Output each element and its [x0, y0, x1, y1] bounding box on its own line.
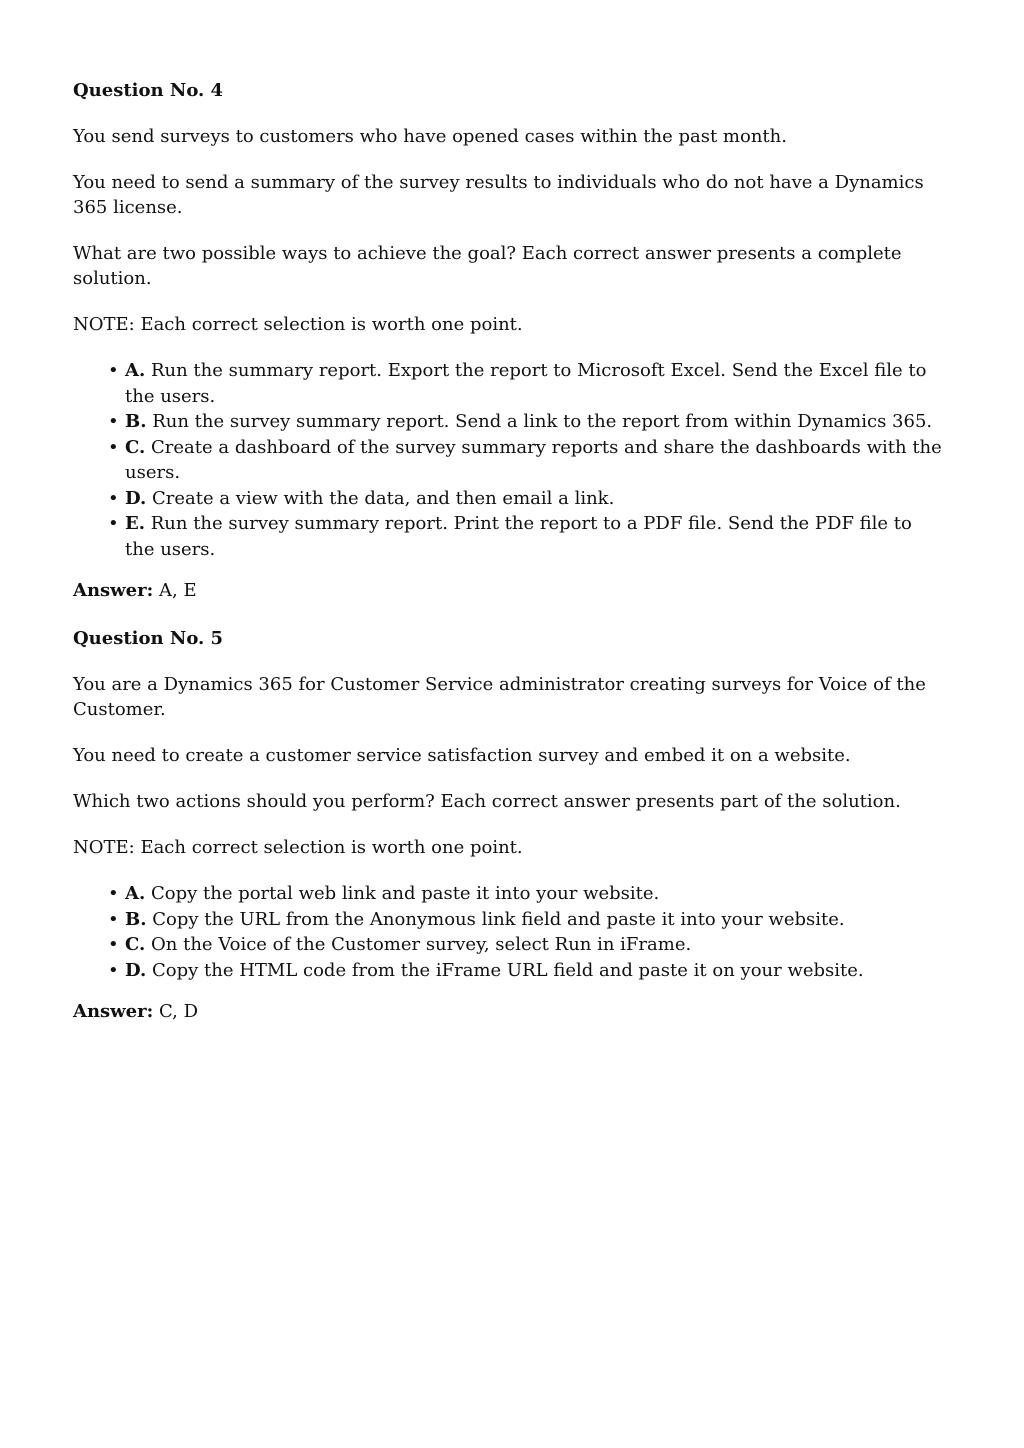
bullet-icon: • [108, 411, 119, 432]
option-letter: A. [125, 883, 146, 904]
question-4 [73, 78, 944, 603]
answer-line [73, 999, 944, 1024]
option-letter: C. [125, 436, 146, 458]
bullet-icon: • [108, 934, 119, 955]
answer-option-b [108, 907, 944, 933]
answer-label: Answer: [73, 1001, 154, 1022]
answer-value: C, D [159, 1001, 199, 1022]
bullet-icon: • [108, 360, 119, 381]
option-letter: C. [125, 934, 146, 955]
question-stem: You send surveys to customers who have opened cases within the past month. [73, 126, 787, 147]
option-text: Create a dashboard of the survey summary reports and share the dashboards with the users. [125, 436, 942, 483]
question-stem: You need to create a customer service satisfaction survey and embed it on a website. [73, 745, 851, 766]
answer-line [73, 578, 944, 603]
option-text: Copy the HTML code from the iFrame URL field and paste it on your website. [151, 959, 864, 981]
option-letter: B. [125, 411, 147, 432]
option-letter: D. [125, 959, 147, 981]
option-text: Run the survey summary report. Send a link to the report from within Dynamics 365. [152, 411, 933, 432]
bullet-icon: • [108, 436, 119, 458]
answer-option-d [108, 486, 944, 512]
option-letter: A. [125, 360, 146, 381]
option-text: Run the survey summary report. Print the report to a PDF file. Send the PDF file to the users. [125, 513, 912, 560]
answer-option-c [108, 435, 944, 486]
question-title: Question No. 5 [73, 628, 224, 649]
bullet-icon: • [108, 487, 119, 509]
bullet-icon: • [108, 959, 119, 981]
answer-option-e [108, 511, 944, 562]
question-stem: You need to send a summary of the survey results to individuals who do not have a Dynamics 365 license. [73, 172, 924, 218]
answer-option-a [108, 881, 944, 907]
option-letter: B. [125, 908, 147, 930]
question-5 [73, 626, 944, 1024]
answer-options-list [73, 358, 944, 562]
question-note: NOTE: Each correct selection is worth one point. [73, 314, 523, 335]
question-title: Question No. 4 [73, 80, 224, 101]
bullet-icon: • [108, 908, 119, 930]
answer-options-list [73, 881, 944, 983]
question-note: NOTE: Each correct selection is worth one point. [73, 837, 523, 858]
option-text: Copy the URL from the Anonymous link field and paste it into your website. [152, 908, 845, 930]
question-instruction: What are two possible ways to achieve the goal? Each correct answer presents a complete solution. [73, 243, 902, 289]
option-text: Run the summary report. Export the report to Microsoft Excel. Send the Excel file to the users. [125, 360, 927, 407]
answer-option-c [108, 932, 944, 958]
answer-value: A, E [159, 580, 197, 601]
question-stem: You are a Dynamics 365 for Customer Service administrator creating surveys for Voice of the Customer. [73, 674, 926, 720]
bullet-icon: • [108, 513, 119, 534]
option-text: Create a view with the data, and then email a link. [151, 487, 615, 509]
answer-label: Answer: [73, 580, 154, 601]
option-text: On the Voice of the Customer survey, select Run in iFrame. [151, 934, 692, 955]
answer-option-d [108, 958, 944, 984]
answer-option-a [108, 358, 944, 409]
option-letter: D. [125, 487, 147, 509]
answer-option-b [108, 409, 944, 435]
question-instruction: Which two actions should you perform? Each correct answer presents part of the solution. [73, 791, 901, 812]
bullet-icon: • [108, 883, 119, 904]
option-text: Copy the portal web link and paste it into your website. [150, 883, 660, 904]
option-letter: E. [125, 513, 145, 534]
